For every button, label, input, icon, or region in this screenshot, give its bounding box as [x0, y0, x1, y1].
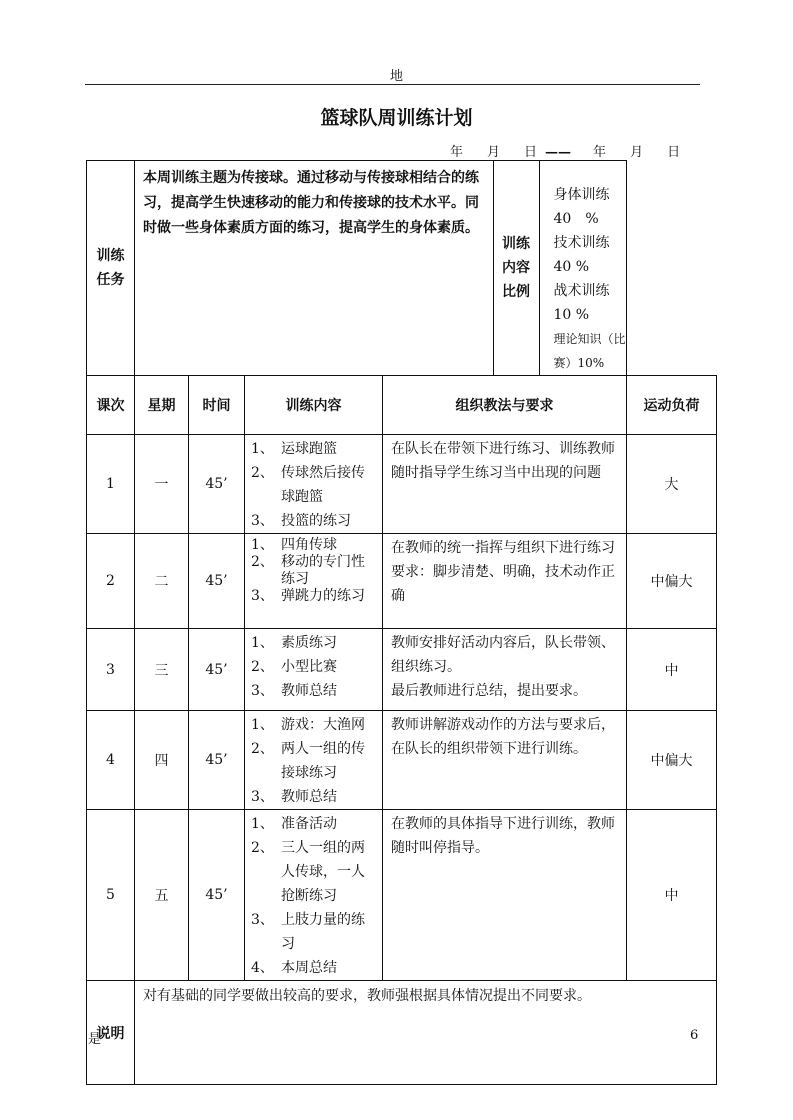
load: 中偏大	[627, 711, 717, 810]
table-row	[87, 435, 717, 534]
weekday: 二	[135, 534, 189, 629]
item-text: 投篮的练习	[281, 513, 351, 529]
table-row	[87, 629, 717, 711]
table-row	[87, 534, 717, 629]
item-number: 2、	[251, 554, 274, 570]
item-text: 弹跳力的练习	[281, 588, 365, 604]
task-description: 本周训练主题为传接球。通过移动与传接球相结合的练习，提高学生快速移动的能力和传接球的技术水平。同时做一些身体素质方面的练习，提高学生的身体素质。	[135, 161, 493, 375]
item-text: 教师总结	[281, 683, 337, 699]
item-number: 3、	[251, 588, 274, 604]
lesson-number: 3	[87, 629, 135, 711]
item-number: 2、	[251, 741, 274, 757]
lesson-number: 2	[87, 534, 135, 629]
item-text: 上肢力量的练习	[281, 912, 365, 952]
item-text: 小型比赛	[281, 659, 337, 675]
weekday: 三	[135, 629, 189, 711]
weekday: 一	[135, 435, 189, 534]
ratio-list	[539, 161, 626, 375]
ratio-theory: 理论知识（比赛）10%	[553, 332, 626, 370]
weekday: 四	[135, 711, 189, 810]
ratio-tactical: 战术训练 10 %	[553, 283, 610, 323]
item-number: 1、	[251, 816, 274, 832]
method: 在教师的具体指导下进行训练，教师随时叫停指导。	[383, 810, 627, 981]
header-rule	[85, 84, 700, 85]
item-number: 2、	[251, 465, 274, 481]
table-row	[87, 810, 717, 981]
item-number: 3、	[251, 789, 274, 805]
item-text: 两人一组的传接球练习	[281, 741, 365, 781]
lesson-number: 5	[87, 810, 135, 981]
item-text: 素质练习	[281, 635, 337, 651]
method: 教师讲解游戏动作的方法与要求后，在队长的组织带领下进行训练。	[383, 711, 627, 810]
item-text: 教师总结	[281, 789, 337, 805]
col-lesson: 课次	[87, 376, 135, 435]
task-row	[87, 161, 717, 376]
load: 中	[627, 810, 717, 981]
item-number: 3、	[251, 513, 274, 529]
time: 45’	[189, 711, 245, 810]
item-text: 运球跑篮	[281, 441, 337, 457]
col-weekday: 星期	[135, 376, 189, 435]
item-number: 1、	[251, 717, 274, 733]
date-day-2: 日	[667, 145, 681, 160]
date-year-2: 年	[593, 145, 607, 160]
training-content	[245, 534, 383, 629]
time: 45’	[189, 435, 245, 534]
footer-left-text: 是	[88, 1032, 102, 1047]
ratio-physical: 身体训练 40 %	[553, 187, 610, 227]
time: 45’	[189, 629, 245, 711]
item-text: 传球然后接传球跑篮	[281, 465, 365, 505]
page-title: 篮球队周训练计划	[320, 107, 473, 129]
item-text: 游戏：大渔网	[281, 717, 365, 733]
ratio-technical: 技术训练 40 %	[553, 235, 610, 275]
training-content	[245, 711, 383, 810]
training-content	[245, 629, 383, 711]
ratio-label: 训练内容比例	[493, 161, 539, 375]
method: 教师安排好活动内容后，队长带领、组织练习。 最后教师进行总结，提出要求。	[383, 629, 627, 711]
col-method: 组织教法与要求	[383, 376, 627, 435]
item-number: 3、	[251, 683, 274, 699]
method: 在教师的统一指挥与组织下进行练习 要求：脚步清楚、明确，技术动作正确	[383, 534, 627, 629]
task-label: 训练任务	[87, 161, 135, 376]
training-content	[245, 810, 383, 981]
note-row	[87, 981, 717, 1085]
note-text: 对有基础的同学要做出较高的要求，教师强根据具体情况提出不同要求。	[135, 981, 717, 1085]
lesson-number: 4	[87, 711, 135, 810]
time: 45’	[189, 534, 245, 629]
col-time: 时间	[189, 376, 245, 435]
item-number: 2、	[251, 840, 274, 856]
date-year-1: 年	[450, 145, 464, 160]
item-number: 4、	[251, 960, 274, 976]
item-number: 1、	[251, 441, 274, 457]
item-number: 2、	[251, 659, 274, 675]
note-label: 说明	[87, 981, 135, 1085]
date-dash: ——	[545, 145, 572, 160]
date-line	[450, 141, 690, 160]
item-text: 准备活动	[281, 816, 337, 832]
item-text: 三人一组的两人传球，一人抢断练习	[281, 840, 365, 904]
lesson-number: 1	[87, 435, 135, 534]
time: 45’	[189, 810, 245, 981]
col-load: 运动负荷	[627, 376, 717, 435]
task-cell	[135, 161, 627, 376]
weekday: 五	[135, 810, 189, 981]
page-header-text: 地	[389, 69, 403, 84]
column-header-row	[87, 376, 717, 435]
page-number: 6	[690, 1028, 699, 1043]
col-content: 训练内容	[245, 376, 383, 435]
item-number: 3、	[251, 912, 274, 928]
method: 在队长在带领下进行练习、训练教师随时指导学生练习当中出现的问题	[383, 435, 627, 534]
load: 中偏大	[627, 534, 717, 629]
item-number: 1、	[251, 635, 274, 651]
date-day-1: 日	[524, 145, 538, 160]
date-month-2: 月	[630, 145, 644, 160]
item-text: 四角传球	[281, 537, 337, 553]
training-content	[245, 435, 383, 534]
training-plan-table	[86, 160, 717, 1085]
item-number: 1、	[251, 537, 274, 553]
load: 中	[627, 629, 717, 711]
table-row	[87, 711, 717, 810]
date-month-1: 月	[487, 145, 501, 160]
item-text: 本周总结	[281, 960, 337, 976]
load: 大	[627, 435, 717, 534]
item-text: 移动的专门性练习	[281, 554, 365, 587]
